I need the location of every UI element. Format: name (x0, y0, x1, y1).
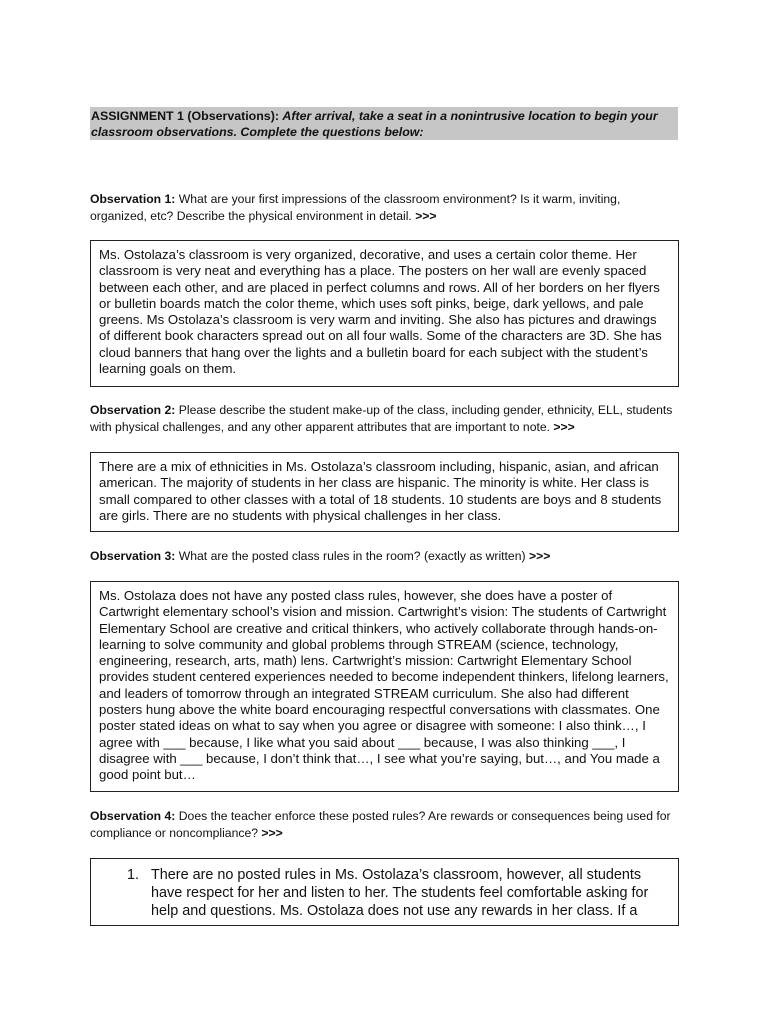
answer-text: There are a mix of ethnicities in Ms. Ostolaza’s classroom including, hispanic, asian, and african american. The majority of students in her class are hispanic. The minority is white. Her class is small compared to other classes with a total of 18 students. 10 students are boys and 8 students are girls. There are no students with physical challenges in her class. (99, 459, 662, 523)
answer-text: Ms. Ostolaza does not have any posted class rules, however, she does have a poster of Cartwright elementary school’s vision and mission. Cartwright’s vision: The students of Cartwright Elementary School are creative and critical thinkers, who actively collaborate through hands-on-learning to solve community and global problems through STREAM (science, technology, engineering, research, arts, math) lens. Cartwright’s mission: Cartwright Elementary School provides student centered experiences needed to become independent thinkers, lifelong learners, and leaders of tomorrow through an integrated STREAM curriculum. She also had different posters hung above the white board encouraging respectful conversations with classmates. One poster stated ideas on what to say when you agree or disagree with someone: I also think…, I agree with ___ because, I like what you said about ___ because, I was also thinking ___, I disagree with ___ because, I don’t think that…, I see what you’re saying, but…, and You made a good point but… (99, 588, 669, 783)
observation-question-text: Does the teacher enforce these posted rules? Are rewards or consequences being used for compliance or noncompliance? (90, 809, 671, 840)
answer-list (99, 866, 670, 920)
observation-arrows: >>> (415, 208, 437, 223)
assignment-instruction: After arrival, take a seat in a nonintrusive location to begin your classroom observations. Complete the questions below: (91, 109, 658, 139)
observation-label: Observation 3: (90, 549, 176, 563)
observation-3-question (90, 548, 680, 565)
assignment-title: ASSIGNMENT 1 (Observations): (91, 109, 279, 123)
observation-arrows: >>> (528, 549, 551, 563)
observation-question-text: Please describe the student make-up of the class, including gender, ethnicity, ELL, students with physical challenges, and any other apparent attributes that are important to note. (90, 403, 673, 434)
answer-list-item: 1. There are no posted rules in Ms. Ostolaza’s classroom, however, all students have respect for her and listen to her. The students feel comfortable asking for help and questions. Ms. Ostolaza does not use any rewards in her class. If a (143, 866, 670, 920)
observation-question-text: What are your first impressions of the classroom environment? Is it warm, inviting, organized, etc? Describe the physical environment in detail. (90, 192, 621, 223)
observation-arrows: >>> (553, 419, 575, 434)
observation-2-answer (90, 452, 679, 532)
observation-arrows: >>> (261, 825, 283, 840)
observation-label: Observation 4: (90, 809, 176, 823)
observation-1-question (90, 191, 680, 224)
observation-2-question (90, 402, 680, 435)
observation-4-answer (90, 858, 679, 926)
observation-3-answer (90, 581, 679, 792)
observation-label: Observation 1: (90, 192, 176, 206)
answer-text: Ms. Ostolaza’s classroom is very organized, decorative, and uses a certain color theme. Her classroom is very neat and everything has a place. The posters on her wall are evenly spaced between each other, and are placed in perfect columns and rows. All of her borders on her flyers or bulletin boards match the color theme, which uses soft pinks, beige, dark yellows, and pale greens. Ms Ostolaza’s classroom is very warm and inviting. She also has pictures and drawings of different book characters spread out on all four walls. Some of the characters are 3D. She has cloud banners that hang over the lights and a bulletin board for each subject with the student’s learning goals on them. (99, 247, 662, 377)
observation-question-text: What are the posted class rules in the room? (exactly as written) (178, 549, 526, 563)
observation-label: Observation 2: (90, 403, 176, 417)
observation-1-answer (90, 240, 679, 387)
observation-4-question (90, 808, 680, 841)
assignment-header (90, 107, 678, 140)
